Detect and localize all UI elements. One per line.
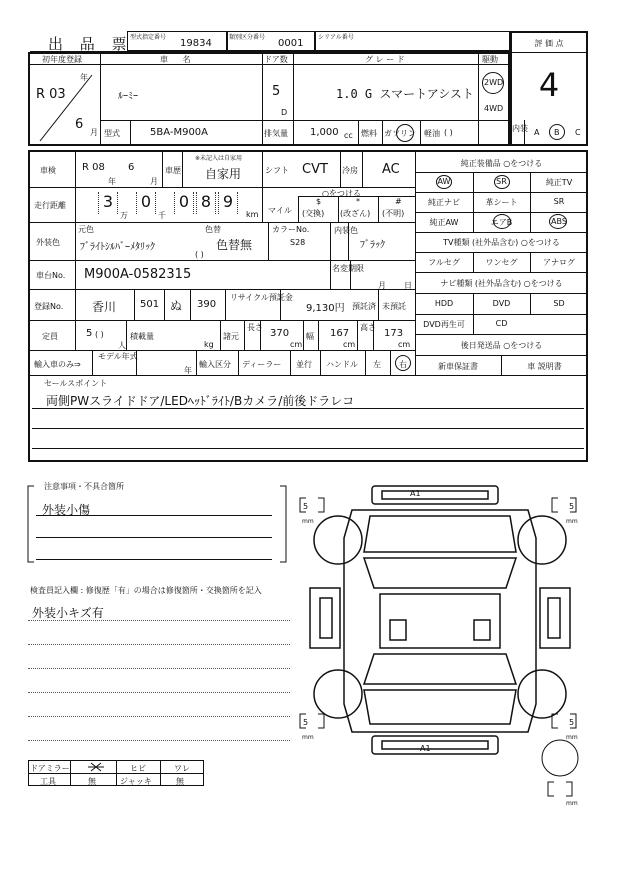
shift-value: CVT (302, 162, 328, 177)
grade-label: グ レ ー ド (365, 55, 405, 64)
notes-text: 外装小傷 (42, 503, 91, 517)
navi-type-label: ナビ種類 (社外品含む) ○をつける (440, 279, 563, 288)
exterior-label: 外装色 (36, 238, 60, 247)
abs-circle (549, 214, 567, 229)
grade-value: 1.0 G スマートアシスト (336, 87, 474, 101)
sr-label: SR (496, 177, 507, 186)
car-name-value: ﾙｰﾐｰ (118, 91, 138, 102)
width-cm: cm (343, 340, 356, 349)
interior-c: C (575, 128, 581, 137)
history-value: 自家用 (205, 167, 242, 181)
serial-label: シリアル番号 (318, 34, 354, 41)
tire-br-value: 5 (569, 718, 575, 727)
car-diagram (290, 478, 590, 808)
reg-kana: ぬ (170, 299, 183, 313)
height-value: 173 (384, 328, 404, 339)
cooler-label: 冷房 (342, 166, 358, 175)
dealer-label: ディーラー (242, 360, 282, 369)
handle-left: 左 (373, 360, 381, 369)
aw-label: AW (437, 177, 451, 186)
mile-label: マイル (268, 206, 292, 215)
recycle-label: リサイクル預託金 (230, 293, 293, 302)
sr-circle (494, 175, 510, 189)
fullseg: フルセグ (428, 258, 460, 267)
drive-label: 駆動 (482, 55, 498, 64)
kg-unit: kg (204, 340, 214, 349)
door-mirror-label: ドアミラー (30, 764, 70, 773)
later-label: 後日発送品 ○をつける (460, 341, 543, 350)
mileage-digit: 8 (196, 192, 216, 214)
reg-number: 390 (197, 299, 217, 310)
length-cm: cm (290, 340, 303, 349)
inspection-value: R 08 (82, 162, 105, 173)
reg-place: 香川 (92, 300, 117, 314)
spare-mm: mm (566, 800, 578, 807)
fuel-gasoline: ガソリン (384, 129, 416, 138)
cooler-value: AC (382, 162, 400, 177)
hdd: HDD (434, 299, 454, 308)
tire-tl-value: 5 (303, 502, 309, 511)
genuine-aw: 純正AW (429, 218, 459, 227)
mileage-digit: 0 (136, 192, 156, 214)
load-label: 積載量 (130, 332, 154, 341)
inspection-year-unit: 年 (108, 177, 116, 186)
repaint-value: 色替無 (216, 238, 253, 252)
sen-unit: 千 (158, 211, 166, 220)
interior-b: B (554, 128, 560, 137)
doors-value: 5 (272, 84, 281, 99)
oneseg: ワンセグ (485, 258, 518, 267)
height-cm: cm (398, 340, 411, 349)
first-reg-era: R 03 (36, 87, 66, 102)
dollar-sub: (交換) (302, 209, 325, 218)
repaint-paren: ( ) (195, 250, 204, 259)
abs: ABS (551, 217, 567, 226)
mileage-digit: 0 (174, 192, 194, 214)
tire-br-mm: mm (566, 734, 578, 741)
chassis-label: 車台No. (36, 271, 66, 280)
sd: SD (553, 299, 565, 308)
capacity-value: 5 (86, 328, 93, 339)
genuine-navi: 純正ナビ (428, 198, 460, 207)
color-no-label: カラーNo. (272, 225, 310, 234)
fuel-gasoline-circle (396, 124, 414, 142)
type-designation-value: 19834 (180, 38, 212, 49)
original-color-label: 元色 (78, 225, 94, 234)
tire-tr-mm: mm (566, 518, 578, 525)
mark-note: ○をつける (322, 189, 361, 198)
hibi-label: ヒビ (130, 764, 146, 773)
star-label: * (356, 197, 360, 206)
parallel-label: 並行 (296, 360, 312, 369)
tire-bl-mm: mm (302, 734, 314, 741)
handle-right-circle (395, 355, 411, 371)
hash-label: # (395, 197, 402, 206)
doors-label: ドア数 (264, 55, 288, 64)
name-change-label: 名変期限 (332, 264, 364, 273)
hash-sub: (不明) (382, 209, 405, 218)
first-reg-month: 6 (75, 117, 84, 132)
sales-text: 両側PWスライドドア/LEDﾍｯﾄﾞﾗｲﾄ/Bカメラ/前後ドラレコ (46, 394, 355, 408)
name-change-day: 日 (404, 281, 412, 290)
man-unit: 万 (120, 211, 128, 220)
diagram-a1-top: A1 (410, 489, 421, 498)
chassis-value: M900A-0582315 (84, 267, 192, 282)
model-value: 5BA-M900A (150, 127, 209, 138)
dvd: DVD (492, 299, 511, 308)
interior-color-value: ﾌﾞﾗｯｸ (360, 240, 385, 251)
mileage-digit: 9 (218, 192, 238, 214)
interior-a: A (534, 128, 540, 137)
history-label: 車歴 (165, 166, 181, 175)
doors-suffix: D (281, 108, 288, 117)
tire-tl-mm: mm (302, 518, 314, 525)
first-reg-month-unit: 月 (90, 128, 98, 137)
star-sub: (改ざん) (340, 209, 371, 218)
inspector-label: 検査員記入欄 : 修復歴「有」の場合は修復箇所・交換箇所を記入 (30, 586, 262, 595)
color-no-value: S28 (290, 238, 306, 247)
cd: CD (495, 319, 508, 328)
model-label: 型式 (104, 129, 120, 138)
category-label: 類別区分番号 (229, 34, 266, 41)
import-class-label: 輸入区分 (199, 360, 231, 369)
dollar-label: $ (316, 197, 322, 206)
capacity-label: 定員 (42, 332, 58, 341)
inspection-month: 6 (128, 162, 135, 173)
person-unit: 人 (118, 341, 126, 350)
model-year-unit: 年 (184, 366, 192, 375)
fuel-diesel: 軽油 (424, 129, 440, 138)
first-reg-label: 初年度登録 (42, 55, 82, 64)
height-label: 高さ (360, 323, 376, 332)
handle-right: 右 (399, 360, 407, 369)
interior-label: 内装 (512, 124, 528, 133)
fuel-label: 燃料 (361, 129, 377, 138)
car-name-label: 車 名 (160, 55, 197, 64)
dvd-player: DVD再生可 (423, 320, 465, 329)
genuine-tv: 純正TV (545, 178, 573, 187)
interior-b-circle (549, 124, 565, 140)
length-label: 長さ (247, 323, 263, 332)
type-designation-label: 型式指定番号 (130, 34, 167, 41)
mileage-digit: 3 (98, 192, 118, 214)
history-note: ※未記入は自家用 (195, 155, 243, 162)
airbag: エアB (490, 218, 513, 227)
reg-no-label: 登録No. (34, 302, 64, 311)
mileage-label: 走行距離 (34, 201, 66, 210)
new-car-warranty: 新車保証書 (438, 362, 478, 371)
score-value: 4 (538, 66, 560, 104)
repaint-label: 色替 (205, 225, 221, 234)
jack-value: 無 (176, 777, 184, 786)
handle-label: ハンドル (326, 360, 358, 369)
tools-value: 無 (88, 777, 96, 786)
tire-bl-value: 5 (303, 718, 309, 727)
recycle-value: 9,130円 (306, 303, 345, 314)
leather-seat: 革シート (485, 198, 518, 207)
door-mirror-mark (86, 761, 106, 773)
recycle-status: 預託済 (352, 302, 376, 311)
category-value: 0001 (278, 38, 304, 49)
capacity-paren: ( ) (95, 330, 104, 339)
drive-4wd: 4WD (484, 104, 504, 113)
length-value: 370 (270, 328, 290, 339)
km-unit: km (246, 210, 259, 219)
original-color-value: ﾌﾞﾗｲﾄｼﾙﾊﾞｰﾒﾀﾘｯｸ (80, 242, 155, 253)
aw-circle (436, 175, 452, 189)
name-change-month: 月 (378, 281, 386, 290)
import-label: 輸入車のみ⇒ (34, 360, 81, 369)
manual: 車 説明書 (527, 362, 562, 371)
fuel-paren: ( ) (444, 128, 453, 137)
sr-item: SR (553, 197, 565, 206)
tools-label: 工具 (40, 777, 56, 786)
analog: アナログ (543, 258, 575, 267)
ware-label: ワレ (174, 764, 190, 773)
form-title: 出 品 票 (48, 35, 133, 53)
reg-class: 501 (140, 299, 160, 310)
score-label: 評 価 点 (534, 39, 564, 48)
sales-label: セールスポイント (44, 379, 108, 388)
tire-tr-value: 5 (569, 502, 575, 511)
cc-unit: cc (344, 131, 353, 140)
interior-color-label: 内装色 (334, 226, 358, 235)
inspection-label: 車検 (40, 166, 56, 175)
first-reg-year-unit: 年 (80, 73, 88, 82)
airbag-circle (493, 214, 511, 229)
inspector-text: 外装小キズ有 (32, 606, 104, 620)
dims-label: 諸元 (223, 332, 239, 341)
displacement-value: 1,000 (310, 127, 339, 138)
recycle-unpaid: 未預託 (382, 302, 406, 311)
model-year-label: モデル年式 (98, 352, 138, 361)
width-value: 167 (330, 328, 350, 339)
displacement-label: 排気量 (264, 129, 288, 138)
shift-label: シフト (265, 166, 289, 175)
tv-type-label: TV種類 (社外品含む) ○をつける (443, 238, 560, 247)
inspection-month-unit: 月 (150, 177, 158, 186)
diagram-a1-bottom: A1 (420, 744, 431, 753)
drive-2wd: 2WD (484, 78, 504, 87)
jack-label: ジャッキ (120, 777, 152, 786)
width-label: 幅 (306, 332, 314, 341)
genuine-label: 純正装備品 ○をつける (460, 159, 543, 168)
notes-label: 注意事項・不具合箇所 (44, 482, 124, 491)
